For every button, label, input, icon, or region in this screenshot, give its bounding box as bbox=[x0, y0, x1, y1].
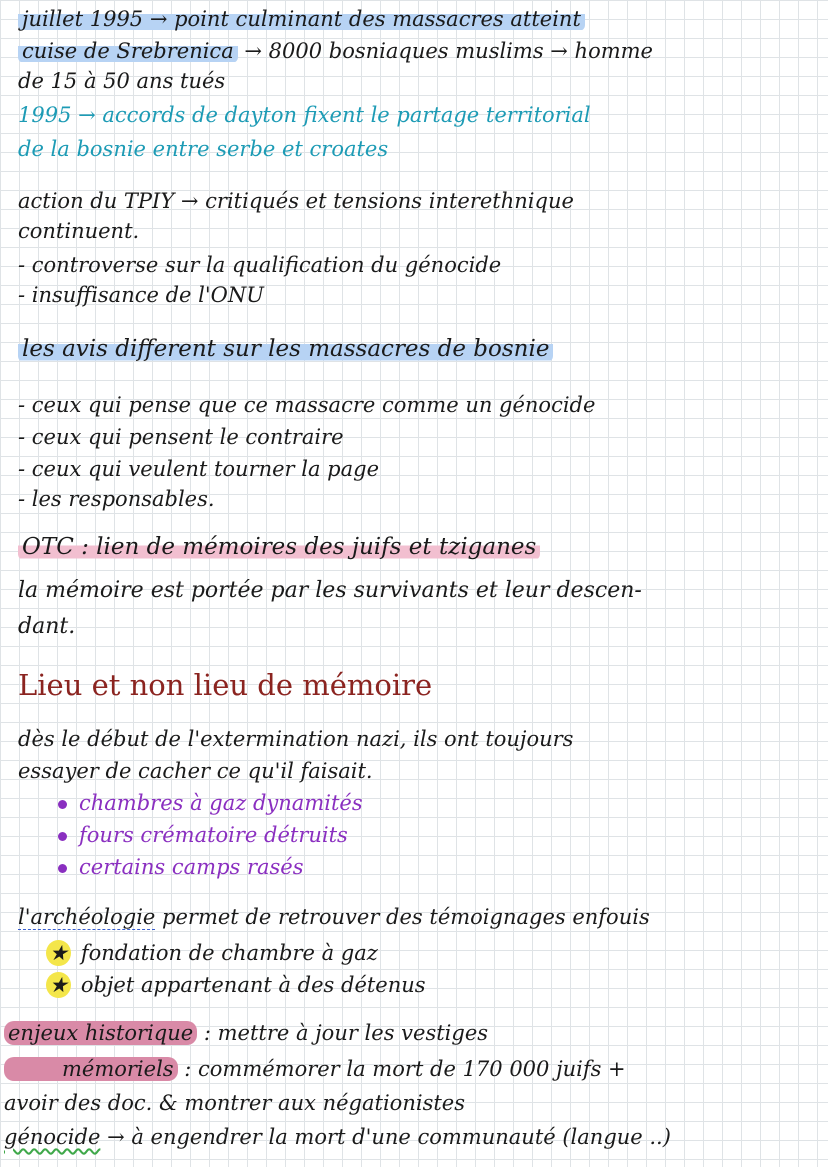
underlined-term: génocide bbox=[4, 1125, 101, 1149]
bullet-dot-icon bbox=[58, 832, 67, 841]
note-line: - les responsables. bbox=[18, 487, 215, 511]
note-line: continuent. bbox=[18, 219, 140, 243]
highlight: mémoriels bbox=[4, 1057, 178, 1081]
note-line bbox=[4, 1056, 818, 1082]
star-text: fondation de chambre à gaz bbox=[80, 941, 378, 965]
bullet-dot-icon bbox=[58, 800, 67, 809]
note-line: dant. bbox=[18, 614, 76, 639]
note-line bbox=[18, 6, 818, 32]
note-line: - controverse sur la qualification du génocide bbox=[18, 253, 502, 277]
note-line bbox=[18, 534, 818, 560]
note-line: essayer de cacher ce qu'il faisait. bbox=[18, 759, 373, 783]
note-text: permet de retrouver des témoignages enfouis bbox=[155, 905, 650, 929]
highlight: cuise de Srebrenica bbox=[18, 39, 238, 63]
bullet-item bbox=[58, 822, 818, 848]
underlined-term: l'archéologie bbox=[18, 905, 156, 929]
note-line: avoir des doc. & montrer aux négationistes bbox=[4, 1091, 465, 1115]
bullet-text: chambres à gaz dynamités bbox=[79, 791, 363, 815]
note-text: : mettre à jour les vestiges bbox=[197, 1021, 489, 1045]
star-icon: ★ bbox=[46, 940, 71, 966]
note-line bbox=[18, 336, 818, 362]
star-item bbox=[46, 972, 818, 998]
star-item bbox=[46, 940, 818, 966]
note-line: de la bosnie entre serbe et croates bbox=[18, 137, 389, 161]
highlight: enjeux historique bbox=[4, 1021, 197, 1045]
note-line: - ceux qui pense que ce massacre comme un génocide bbox=[18, 393, 596, 417]
star-icon: ★ bbox=[46, 972, 71, 998]
note-line: action du TPIY → critiqués et tensions interethnique bbox=[18, 189, 574, 213]
note-line bbox=[18, 904, 818, 930]
bullet-text: fours crématoire détruits bbox=[79, 823, 348, 847]
note-text: : commémorer la mort de 170 000 juifs + bbox=[177, 1057, 626, 1081]
star-text: objet appartenant à des détenus bbox=[80, 973, 426, 997]
note-text: → 8000 bosniaques muslims → homme bbox=[237, 39, 653, 63]
note-text: → à engendrer la mort d'une communauté (langue ..) bbox=[100, 1125, 671, 1149]
note-line bbox=[18, 38, 818, 64]
highlight: OTC : lien de mémoires des juifs et tziganes bbox=[18, 534, 540, 560]
note-line: - ceux qui veulent tourner la page bbox=[18, 457, 380, 481]
bullet-item bbox=[58, 854, 818, 880]
bullet-item bbox=[58, 790, 818, 816]
note-line: 1995 → accords de dayton fixent le partage territorial bbox=[18, 103, 591, 127]
note-line: - insuffisance de l'ONU bbox=[18, 283, 264, 307]
section-heading: Lieu et non lieu de mémoire bbox=[18, 668, 433, 702]
note-line bbox=[4, 1124, 818, 1150]
note-line: - ceux qui pensent le contraire bbox=[18, 425, 344, 449]
highlight: juillet 1995 → point culminant des massacres atteint bbox=[18, 7, 585, 31]
note-line: la mémoire est portée par les survivants et leur descen- bbox=[18, 578, 642, 603]
bullet-dot-icon bbox=[58, 864, 67, 873]
note-line bbox=[4, 1020, 818, 1046]
note-line: dès le début de l'extermination nazi, ils ont toujours bbox=[18, 727, 574, 751]
note-line: de 15 à 50 ans tués bbox=[18, 69, 226, 93]
bullet-text: certains camps rasés bbox=[79, 855, 304, 879]
highlight: les avis different sur les massacres de bosnie bbox=[18, 336, 553, 362]
